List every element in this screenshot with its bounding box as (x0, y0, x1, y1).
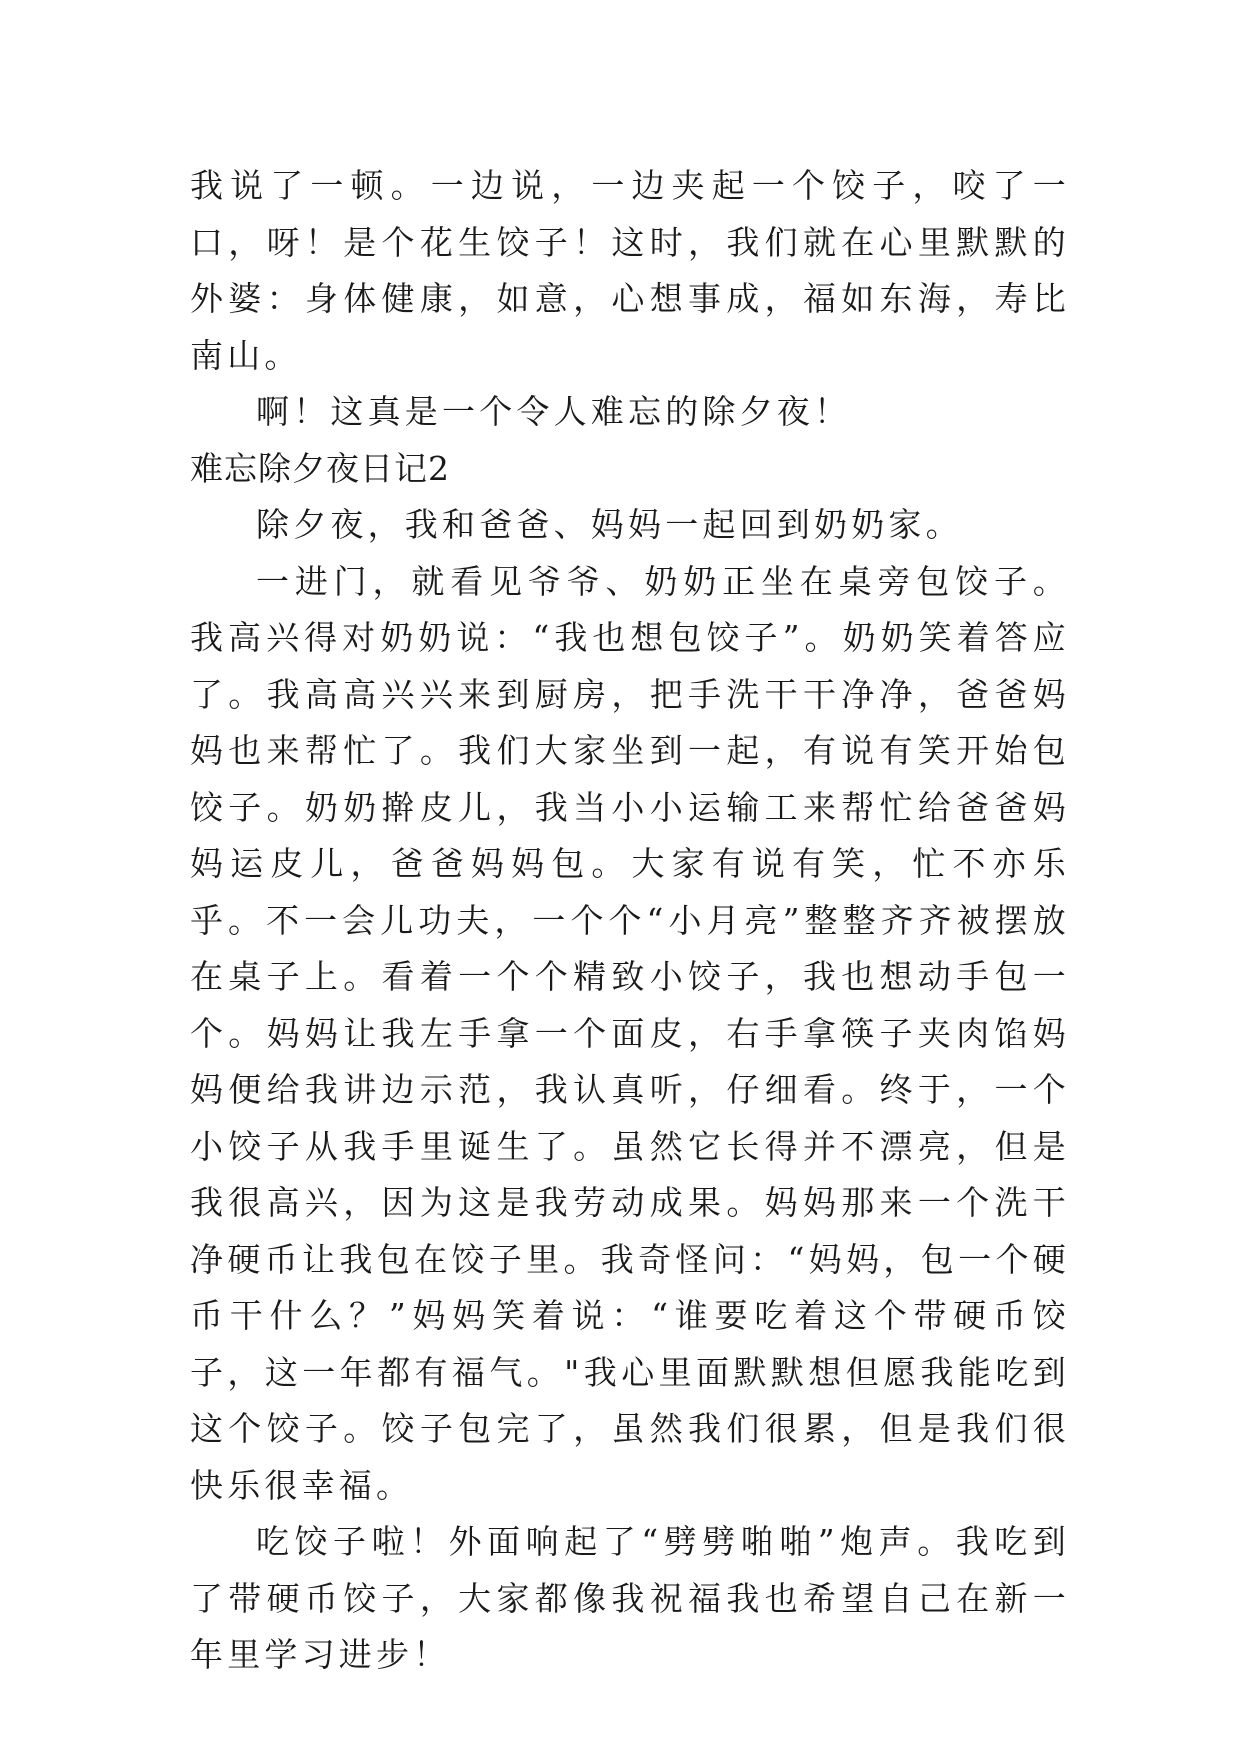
paragraph-exclamation: 啊！这真是一个令人难忘的除夕夜！ (256, 392, 852, 431)
body-text (190, 158, 1070, 1684)
paragraph-intro: 除夕夜，我和爸爸、妈妈一起回到奶奶家。 (256, 505, 963, 544)
section-heading: 难忘除夕夜日记2 (190, 448, 450, 488)
paragraph-main: 一进门，就看见爷爷、奶奶正坐在桌旁包饺子。我高兴得对奶奶说：“我也想包饺子”。奶奶笑着答应了。我高高兴兴来到厨房，把手洗干干净净，爸爸妈妈也来帮忙了。我们大家坐到一起，有说有笑开始包饺子。奶奶擀皮儿，我当小小运输工来帮忙给爸爸妈妈运皮儿，爸爸妈妈包。大家有说有笑，忙不亦乐乎。不一会儿功夫，一个个“小月亮”整整齐齐被摆放在桌子上。看着一个个精致小饺子，我也想动手包一个。妈妈让我左手拿一个面皮，右手拿筷子夹肉馅妈妈便给我讲边示范，我认真听，仔细看。终于，一个小饺子从我手里诞生了。虽然它长得并不漂亮，但是我很高兴，因为这是我劳动成果。妈妈那来一个洗干净硬币让我包在饺子里。我奇怪问：“妈妈，包一个硬币干什么？”妈妈笑着说：“谁要吃着这个带硬币饺子，这一年都有福气。"我心里面默默想但愿我能吃到这个饺子。饺子包完了，虽然我们很累，但是我们很快乐很幸福。 (190, 561, 1070, 1505)
paragraph-continuation: 我说了一顿。一边说，一边夹起一个饺子，咬了一口，呀！是个花生饺子！这时，我们就在心里默默的外婆：身体健康，如意，心想事成，福如东海，寿比南山。 (190, 166, 1070, 375)
paragraph-ending: 吃饺子啦！外面响起了“劈劈啪啪”炮声。我吃到了带硬币饺子，大家都像我祝福我也希望自己在新一年里学习进步！ (190, 1522, 1070, 1674)
